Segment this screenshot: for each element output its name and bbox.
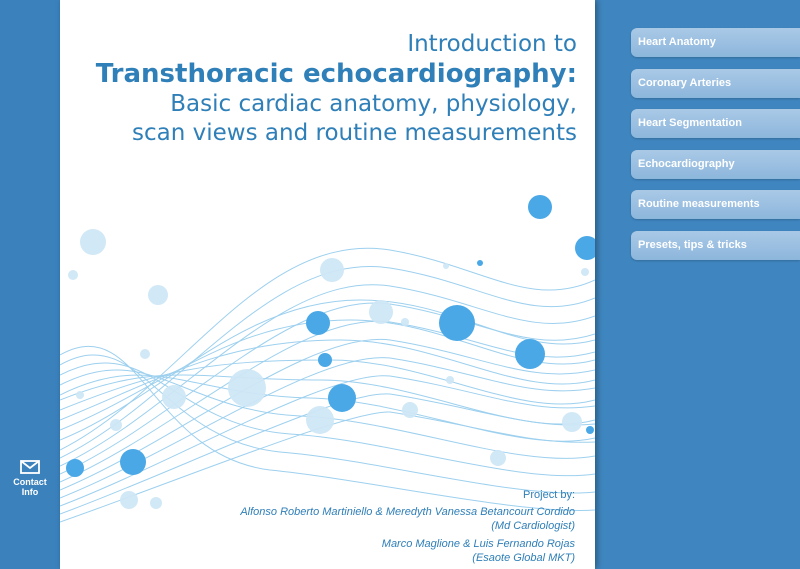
role-cardiologist: (Md Cardiologist) [491, 520, 575, 532]
nav-echocardiography[interactable]: Echocardiography [631, 150, 800, 179]
contact-label: Contact [13, 477, 47, 487]
subtitle-line-1: Basic cardiac anatomy, physiology, [170, 91, 577, 117]
title-main: Transthoracic echocardiography: [95, 59, 577, 89]
chapter-nav [631, 28, 800, 271]
authors-marketing: Marco Maglione & Luis Fernando Rojas [381, 538, 575, 550]
nav-heart-segmentation[interactable]: Heart Segmentation [631, 109, 800, 138]
project-by-label: Project by: [523, 489, 575, 501]
title-intro: Introduction to [407, 31, 577, 57]
role-marketing: (Esaote Global MKT) [472, 552, 575, 564]
cover-page [60, 0, 595, 569]
nav-coronary-arteries[interactable]: Coronary Arteries [631, 69, 800, 98]
authors-cardiologists: Alfonso Roberto Martiniello & Meredyth Vanessa Betancourt Cordido [240, 506, 575, 518]
nav-heart-anatomy[interactable]: Heart Anatomy [631, 28, 800, 57]
title-block [60, 30, 577, 148]
subtitle-line-2: scan views and routine measurements [132, 120, 577, 146]
contact-info-button[interactable] [8, 460, 52, 497]
info-label: Info [21, 487, 39, 497]
envelope-icon [20, 460, 40, 474]
credits [95, 488, 575, 565]
nav-presets-tips[interactable]: Presets, tips & tricks [631, 231, 800, 260]
nav-routine-measurements[interactable]: Routine measurements [631, 190, 800, 219]
